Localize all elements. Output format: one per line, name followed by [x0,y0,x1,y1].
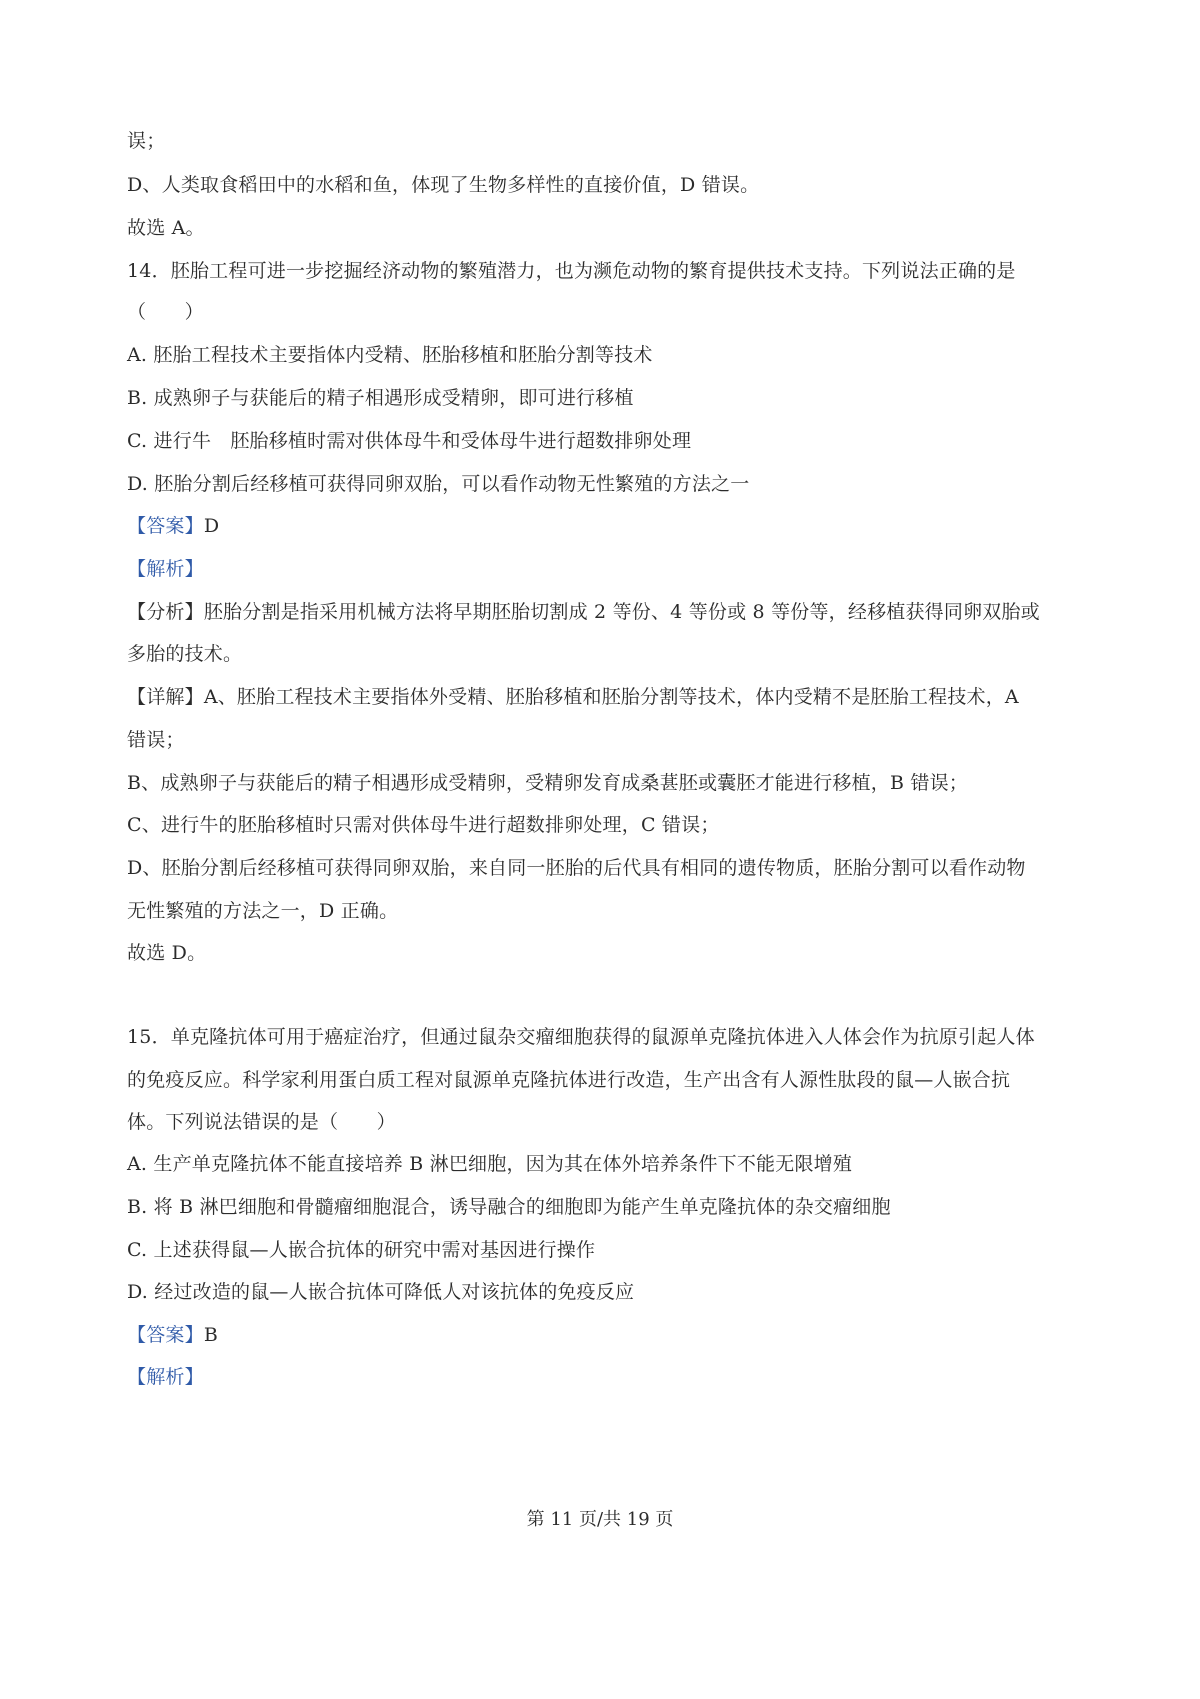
q14-fenxi-line2: 多胎的技术。 [127,643,243,665]
q14-detail-b: B、成熟卵子与获能后的精子相遇形成受精卵，受精卵发育成桑葚胚或囊胚才能进行移植，B 错误； [127,772,968,794]
q14-answer-tag: 【答案】 [127,515,204,537]
prev-tail: 误； [127,130,166,152]
q14-fenxi-line1 [127,599,1040,625]
q14-detail-d-line1: D、胚胎分割后经移植可获得同卵双胎，来自同一胚胎的后代具有相同的遗传物质，胚胎分割可以看作动物 [127,857,1026,879]
q14-detail-d-line2: 无性繁殖的方法之一，D 正确。 [127,900,399,922]
q14-fenxi-text: 胚胎分割是指采用机械方法将早期胚胎切割成 2 等份、4 等份或 8 等份等，经移植获得同卵双胎或 [203,601,1040,623]
q14-detail-a-text: A、胚胎工程技术主要指体外受精、胚胎移植和胚胎分割等技术，体内受精不是胚胎工程技术，A [203,686,1019,708]
q14-answer-value: D [203,515,220,537]
prev-option-d-explanation: D、人类取食稻田中的水稻和鱼，体现了生物多样性的直接价值，D 错误。 [127,174,760,196]
q15-answer-value: B [203,1324,218,1346]
q15-answer-tag: 【答案】 [127,1324,204,1346]
q15-option-b: B. 将 B 淋巴细胞和骨髓瘤细胞混合，诱导融合的细胞即为能产生单克隆抗体的杂交瘤细胞 [127,1196,891,1218]
q14-analysis-tag: 【解析】 [127,558,204,580]
q15-option-a: A. 生产单克隆抗体不能直接培养 B 淋巴细胞，因为其在体外培养条件下不能无限增殖 [127,1153,853,1175]
q14-detail-a-line1 [127,684,1019,710]
prev-conclusion: 故选 A。 [127,217,205,239]
page-number-footer: 第 11 页/共 19 页 [526,1509,674,1530]
q15-stem-line1: 15．单克隆抗体可用于癌症治疗，但通过鼠杂交瘤细胞获得的鼠源单克隆抗体进入人体会作为抗原引起人体 [127,1026,1035,1048]
q14-option-c: C. 进行牛 胚胎移植时需对供体母牛和受体母牛进行超数排卵处理 [127,430,692,452]
q15-stem-line3: 体。下列说法错误的是（ ） [127,1111,396,1133]
q14-option-a: A. 胚胎工程技术主要指体内受精、胚胎移植和胚胎分割等技术 [127,344,653,366]
q14-stem-line2: （ ） [127,301,204,323]
q15-stem-line2: 的免疫反应。科学家利用蛋白质工程对鼠源单克隆抗体进行改造，生产出含有人源性肽段的鼠—人嵌合抗 [127,1069,1011,1091]
q15-option-d: D. 经过改造的鼠—人嵌合抗体可降低人对该抗体的免疫反应 [127,1281,635,1303]
q14-detail-a-line2: 错误； [127,729,185,751]
q14-answer [127,513,219,539]
q14-option-d: D. 胚胎分割后经移植可获得同卵双胎，可以看作动物无性繁殖的方法之一 [127,473,750,495]
q14-stem-line1: 14．胚胎工程可进一步挖掘经济动物的繁殖潜力，也为濒危动物的繁育提供技术支持。下列说法正确的是 [127,260,1016,282]
q15-option-c: C. 上述获得鼠—人嵌合抗体的研究中需对基因进行操作 [127,1239,596,1261]
q14-conclusion: 故选 D。 [127,942,207,964]
q15-answer [127,1322,218,1348]
q14-detail-c: C、进行牛的胚胎移植时只需对供体母牛进行超数排卵处理，C 错误； [127,814,720,836]
q14-detail-tag: 【详解】 [127,686,204,708]
q14-fenxi-tag: 【分析】 [127,601,204,623]
q15-analysis-tag: 【解析】 [127,1366,204,1388]
q14-option-b: B. 成熟卵子与获能后的精子相遇形成受精卵，即可进行移植 [127,387,634,409]
